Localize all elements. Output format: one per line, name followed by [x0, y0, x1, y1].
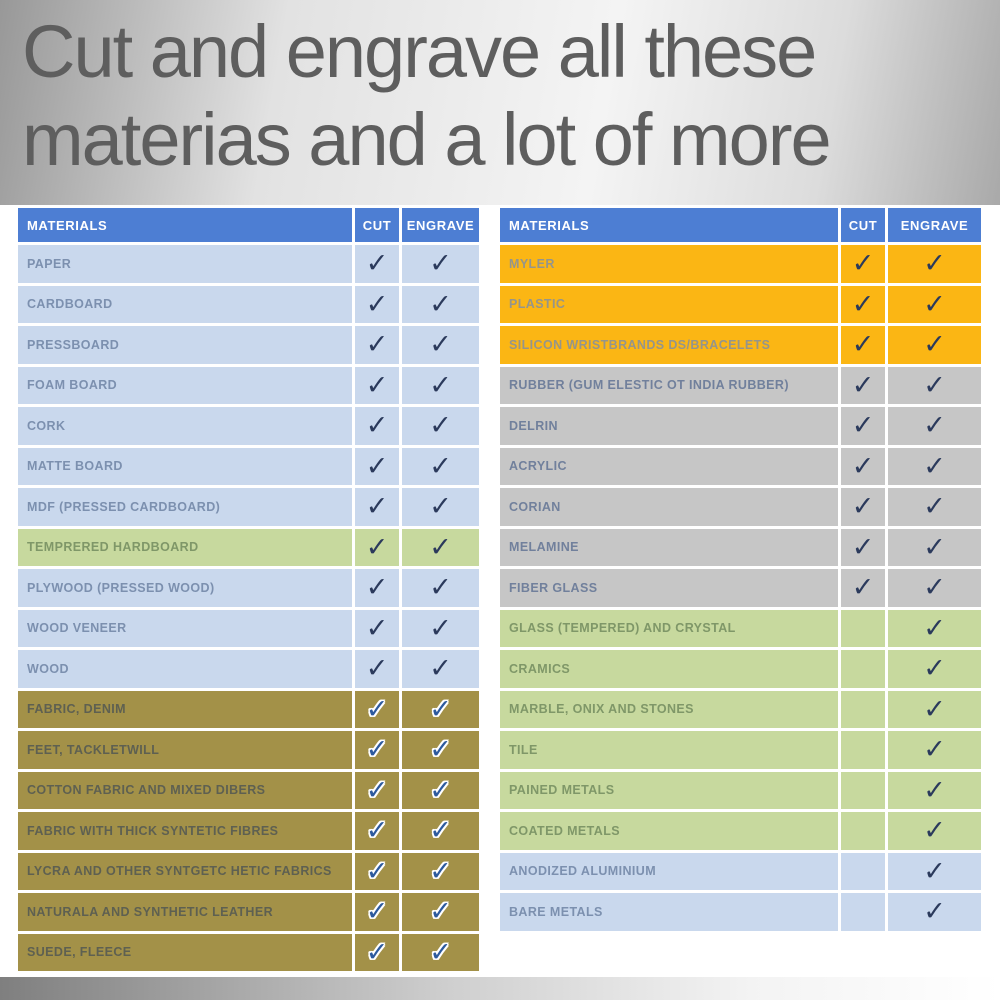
cut-check-icon: ✓ — [365, 693, 389, 725]
engrave-check-icon: ✓ — [923, 896, 946, 928]
cut-cell — [841, 812, 885, 850]
table-row — [500, 569, 981, 607]
table-row — [18, 731, 479, 769]
table-row — [500, 286, 981, 324]
engrave-check-icon: ✓ — [923, 288, 946, 320]
engrave-check-icon: ✓ — [923, 531, 946, 563]
table-row — [500, 853, 981, 891]
engrave-check-icon: ✓ — [429, 248, 452, 280]
table-row — [18, 529, 479, 567]
cut-cell — [355, 488, 399, 526]
cut-cell — [841, 326, 885, 364]
table-row — [18, 691, 479, 729]
cut-check-icon: ✓ — [365, 491, 389, 523]
engrave-check-icon: ✓ — [429, 734, 452, 766]
table-row — [18, 286, 479, 324]
engrave-check-icon: ✓ — [923, 369, 946, 401]
cut-cell — [355, 610, 399, 648]
table-row — [18, 326, 479, 364]
engrave-cell — [888, 569, 981, 607]
table-row — [18, 893, 479, 931]
engrave-cell — [402, 245, 479, 283]
material-label: MDF (PRESSED CARDBOARD) — [18, 488, 352, 526]
engrave-check-icon: ✓ — [923, 410, 946, 442]
cut-cell — [841, 731, 885, 769]
materials-table-left — [15, 205, 482, 974]
material-label: DELRIN — [500, 407, 838, 445]
engrave-check-icon: ✓ — [923, 491, 946, 523]
table-row — [500, 610, 981, 648]
engrave-check-icon: ✓ — [429, 693, 452, 725]
material-label: WOOD VENEER — [18, 610, 352, 648]
column-header-materials: MATERIALS — [500, 208, 838, 242]
cut-cell — [841, 286, 885, 324]
cut-cell — [355, 326, 399, 364]
engrave-cell — [402, 812, 479, 850]
cut-check-icon: ✓ — [365, 531, 389, 563]
material-label: SILICON WRISTBRANDS DS/BRACELETS — [500, 326, 838, 364]
column-header-engrave: ENGRAVE — [888, 208, 981, 242]
engrave-check-icon: ✓ — [429, 450, 452, 482]
cut-check-icon: ✓ — [365, 734, 389, 766]
engrave-cell — [888, 650, 981, 688]
material-label: PAPER — [18, 245, 352, 283]
cut-check-icon: ✓ — [365, 612, 389, 644]
engrave-cell — [402, 367, 479, 405]
engrave-cell — [888, 326, 981, 364]
material-label: WOOD — [18, 650, 352, 688]
engrave-cell — [888, 853, 981, 891]
engrave-check-icon: ✓ — [923, 693, 946, 725]
engrave-cell — [888, 245, 981, 283]
cut-cell — [355, 853, 399, 891]
engrave-check-icon: ✓ — [429, 410, 452, 442]
cut-cell — [355, 245, 399, 283]
engrave-cell — [402, 772, 479, 810]
material-label: FEET, TACKLETWILL — [18, 731, 352, 769]
table-row — [500, 731, 981, 769]
table-row — [18, 367, 479, 405]
cut-check-icon: ✓ — [365, 815, 389, 847]
table-row — [500, 529, 981, 567]
engrave-check-icon: ✓ — [923, 815, 946, 847]
table-row — [500, 812, 981, 850]
cut-check-icon: ✓ — [365, 410, 389, 442]
title-line-2: materias and a lot of more — [22, 98, 830, 181]
table-row — [500, 893, 981, 931]
cut-cell — [841, 650, 885, 688]
cut-cell — [355, 772, 399, 810]
material-label: MARBLE, ONIX AND STONES — [500, 691, 838, 729]
table-row — [18, 569, 479, 607]
column-header-cut: CUT — [355, 208, 399, 242]
engrave-cell — [402, 407, 479, 445]
table-row — [18, 488, 479, 526]
cut-check-icon: ✓ — [365, 369, 389, 401]
engrave-cell — [402, 853, 479, 891]
material-label: CORK — [18, 407, 352, 445]
cut-check-icon: ✓ — [365, 572, 389, 604]
engrave-cell — [888, 488, 981, 526]
table-row — [500, 448, 981, 486]
engrave-cell — [402, 569, 479, 607]
table-row — [500, 407, 981, 445]
header-row — [500, 208, 981, 242]
cut-cell — [355, 650, 399, 688]
cut-check-icon: ✓ — [851, 329, 875, 361]
engrave-check-icon: ✓ — [429, 531, 452, 563]
material-label: TILE — [500, 731, 838, 769]
engrave-cell — [402, 650, 479, 688]
header-row — [18, 208, 479, 242]
materials-table-right — [497, 205, 984, 934]
material-label: PLYWOOD (PRESSED WOOD) — [18, 569, 352, 607]
cut-cell — [841, 610, 885, 648]
engrave-check-icon: ✓ — [429, 896, 452, 928]
engrave-check-icon: ✓ — [429, 653, 452, 685]
material-label: ANODIZED ALUMINIUM — [500, 853, 838, 891]
cut-cell — [355, 367, 399, 405]
engrave-cell — [402, 448, 479, 486]
engrave-cell — [402, 934, 479, 972]
material-label: COATED METALS — [500, 812, 838, 850]
material-label: COTTON FABRIC AND MIXED DIBERS — [18, 772, 352, 810]
cut-cell — [841, 691, 885, 729]
engrave-check-icon: ✓ — [429, 936, 452, 968]
material-label: TEMPRERED HARDBOARD — [18, 529, 352, 567]
engrave-cell — [888, 286, 981, 324]
table-row — [18, 610, 479, 648]
cut-check-icon: ✓ — [851, 450, 875, 482]
cut-check-icon: ✓ — [365, 248, 389, 280]
cut-cell — [841, 488, 885, 526]
cut-cell — [841, 407, 885, 445]
table-row — [500, 326, 981, 364]
table-row — [18, 772, 479, 810]
engrave-check-icon: ✓ — [429, 491, 452, 523]
column-header-cut: CUT — [841, 208, 885, 242]
engrave-cell — [888, 812, 981, 850]
table-right-grid — [497, 205, 984, 934]
engrave-cell — [888, 407, 981, 445]
engrave-cell — [402, 529, 479, 567]
engrave-cell — [402, 691, 479, 729]
cut-check-icon: ✓ — [365, 329, 389, 361]
cut-cell — [841, 367, 885, 405]
cut-cell — [355, 934, 399, 972]
material-label: RUBBER (GUM ELESTIC OT INDIA RUBBER) — [500, 367, 838, 405]
cut-check-icon: ✓ — [851, 572, 875, 604]
table-row — [500, 245, 981, 283]
table-row — [500, 772, 981, 810]
engrave-check-icon: ✓ — [429, 774, 452, 806]
table-row — [18, 853, 479, 891]
engrave-check-icon: ✓ — [923, 774, 946, 806]
engrave-check-icon: ✓ — [923, 572, 946, 604]
cut-cell — [841, 569, 885, 607]
engrave-cell — [402, 488, 479, 526]
engrave-cell — [402, 326, 479, 364]
engrave-check-icon: ✓ — [923, 653, 946, 685]
cut-check-icon: ✓ — [365, 288, 389, 320]
material-label: MATTE BOARD — [18, 448, 352, 486]
cut-cell — [355, 286, 399, 324]
table-row — [18, 448, 479, 486]
title-line-1: Cut and engrave all these — [22, 10, 816, 93]
material-label: FIBER GLASS — [500, 569, 838, 607]
engrave-cell — [402, 893, 479, 931]
cut-cell — [841, 893, 885, 931]
engrave-check-icon: ✓ — [923, 734, 946, 766]
page-title — [22, 8, 1000, 184]
material-label: GLASS (TEMPERED) AND CRYSTAL — [500, 610, 838, 648]
engrave-cell — [402, 286, 479, 324]
cut-check-icon: ✓ — [851, 491, 875, 523]
engrave-check-icon: ✓ — [429, 572, 452, 604]
cut-check-icon: ✓ — [851, 248, 875, 280]
cut-check-icon: ✓ — [365, 450, 389, 482]
material-label: PAINED METALS — [500, 772, 838, 810]
table-left-grid — [15, 205, 482, 974]
engrave-cell — [888, 367, 981, 405]
engrave-check-icon: ✓ — [923, 248, 946, 280]
engrave-cell — [402, 610, 479, 648]
cut-check-icon: ✓ — [365, 774, 389, 806]
material-label: CARDBOARD — [18, 286, 352, 324]
table-row — [500, 488, 981, 526]
engrave-check-icon: ✓ — [429, 855, 452, 887]
engrave-cell — [888, 691, 981, 729]
cut-cell — [355, 529, 399, 567]
engrave-cell — [888, 529, 981, 567]
cut-cell — [355, 407, 399, 445]
engrave-check-icon: ✓ — [923, 450, 946, 482]
cut-cell — [355, 448, 399, 486]
material-label: MYLER — [500, 245, 838, 283]
cut-cell — [841, 245, 885, 283]
column-header-materials: MATERIALS — [18, 208, 352, 242]
engrave-check-icon: ✓ — [429, 612, 452, 644]
engrave-check-icon: ✓ — [429, 329, 452, 361]
material-label: PLASTIC — [500, 286, 838, 324]
material-label: PRESSBOARD — [18, 326, 352, 364]
material-label: MELAMINE — [500, 529, 838, 567]
engrave-cell — [888, 772, 981, 810]
table-row — [18, 650, 479, 688]
column-header-engrave: ENGRAVE — [402, 208, 479, 242]
material-label: LYCRA AND OTHER SYNTGETC HETIC FABRICS — [18, 853, 352, 891]
material-label: CRAMICS — [500, 650, 838, 688]
engrave-cell — [888, 448, 981, 486]
bottom-gradient-band — [0, 977, 1000, 1000]
cut-cell — [355, 569, 399, 607]
table-row — [18, 407, 479, 445]
cut-cell — [841, 853, 885, 891]
table-row — [500, 650, 981, 688]
engrave-check-icon: ✓ — [923, 612, 946, 644]
engrave-cell — [888, 610, 981, 648]
cut-check-icon: ✓ — [851, 410, 875, 442]
material-label: CORIAN — [500, 488, 838, 526]
material-label: ACRYLIC — [500, 448, 838, 486]
cut-check-icon: ✓ — [851, 531, 875, 563]
engrave-check-icon: ✓ — [429, 288, 452, 320]
cut-check-icon: ✓ — [851, 369, 875, 401]
material-label: SUEDE, FLEECE — [18, 934, 352, 972]
engrave-check-icon: ✓ — [923, 329, 946, 361]
cut-cell — [841, 448, 885, 486]
material-label: FABRIC, DENIM — [18, 691, 352, 729]
engrave-check-icon: ✓ — [429, 369, 452, 401]
table-row — [500, 367, 981, 405]
cut-check-icon: ✓ — [365, 936, 389, 968]
table-row — [500, 691, 981, 729]
material-label: FABRIC WITH THICK SYNTETIC FIBRES — [18, 812, 352, 850]
cut-check-icon: ✓ — [365, 896, 389, 928]
table-row — [18, 934, 479, 972]
cut-check-icon: ✓ — [365, 653, 389, 685]
engrave-check-icon: ✓ — [923, 855, 946, 887]
cut-check-icon: ✓ — [851, 288, 875, 320]
material-label: NATURALA AND SYNTHETIC LEATHER — [18, 893, 352, 931]
cut-cell — [841, 772, 885, 810]
cut-cell — [355, 691, 399, 729]
table-row — [18, 812, 479, 850]
cut-cell — [355, 893, 399, 931]
cut-check-icon: ✓ — [365, 855, 389, 887]
engrave-cell — [888, 893, 981, 931]
engrave-cell — [888, 731, 981, 769]
engrave-cell — [402, 731, 479, 769]
material-label: BARE METALS — [500, 893, 838, 931]
material-label: FOAM BOARD — [18, 367, 352, 405]
table-row — [18, 245, 479, 283]
cut-cell — [841, 529, 885, 567]
engrave-check-icon: ✓ — [429, 815, 452, 847]
cut-cell — [355, 812, 399, 850]
cut-cell — [355, 731, 399, 769]
